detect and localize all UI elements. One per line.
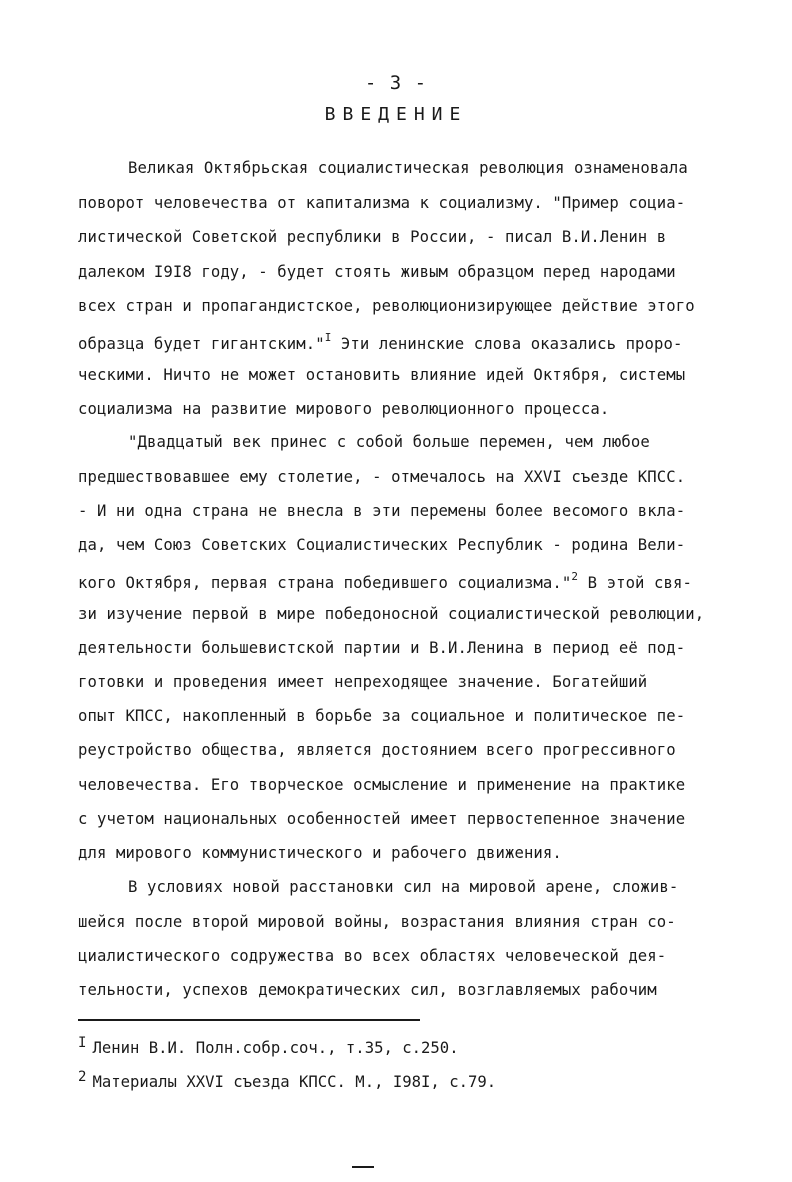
footnote-2 <box>78 1068 496 1096</box>
line-text: Эти ленинские слова оказались проро- <box>331 335 683 354</box>
line-text: кого Октября, первая страна победившего социализма." <box>78 574 572 593</box>
paragraph-line: с учетом национальных особенностей имеет первостепенное значение <box>78 810 686 828</box>
paragraph-line: для мирового коммунистического и рабочего движения. <box>78 844 562 862</box>
paragraph-line: деятельности большевистской партии и В.И.Ленина в период её под- <box>78 639 686 657</box>
footnote-divider <box>78 1019 420 1021</box>
footnote-ref-2: 2 <box>571 570 579 583</box>
paragraph-line: зи изучение первой в мире победоносной социалистической революции, <box>78 605 705 623</box>
paragraph-line: готовки и проведения имеет непреходящее значение. Богатейший <box>78 673 648 691</box>
footnote-1 <box>78 1034 459 1062</box>
paragraph-line: шейся после второй мировой войны, возрастания влияния стран со- <box>78 913 676 931</box>
paragraph-line: предшествовавшее ему столетие, - отмечалось на XXVI съезде КПСС. <box>78 468 686 486</box>
paragraph-line: далеком I9I8 году, - будет стоять живым образцом перед народами <box>78 263 676 281</box>
paragraph-line: Великая Октябрьская социалистическая революция ознаменовала <box>128 159 688 177</box>
paragraph-line <box>78 565 692 593</box>
line-text: В этой свя- <box>578 574 692 593</box>
paragraph-line: "Двадцатый век принес с собой больше перемен, чем любое <box>128 433 650 451</box>
footnote-text: Ленин В.И. Полн.собр.соч., т.35, с.250. <box>92 1039 459 1057</box>
paragraph-line: В условиях новой расстановки сил на мировой арене, сложив- <box>128 878 679 896</box>
paragraph-line: социализма на развитие мирового революционного процесса. <box>78 400 610 418</box>
paragraph-line: циалистического содружества во всех областях человеческой дея- <box>78 947 667 965</box>
paragraph-line: листической Советской республики в России, - писал В.И.Ленин в <box>78 228 667 246</box>
paragraph-line: опыт КПСС, накопленный в борьбе за социальное и политическое пе- <box>78 707 686 725</box>
paragraph-line: тельности, успехов демократических сил, возглавляемых рабочим <box>78 981 657 999</box>
page-heading: ВВЕДЕНИЕ <box>324 104 468 125</box>
line-text: образца будет гигантским." <box>78 335 325 354</box>
footnote-mark: 2 <box>78 1069 87 1085</box>
paragraph-line: реустройство общества, является достоянием всего прогрессивного <box>78 741 676 759</box>
paragraph-line: - И ни одна страна не внесла в эти перемены более весомого вкла- <box>78 502 686 520</box>
bottom-dash <box>352 1166 374 1168</box>
paragraph-line: всех стран и пропагандистское, революционизирующее действие этого <box>78 297 695 315</box>
paragraph-line: да, чем Союз Советских Социалистических Республик - родина Вели- <box>78 536 686 554</box>
paragraph-line: ческими. Ничто не может остановить влияние идей Октября, системы <box>78 366 686 384</box>
footnote-text: Материалы XXVI съезда КПСС. М., I98I, с.79. <box>92 1073 497 1091</box>
paragraph-line: человечества. Его творческое осмысление и применение на практике <box>78 776 686 794</box>
page-number: - 3 - <box>364 72 428 94</box>
paragraph-line: поворот человечества от капитализма к социализму. "Пример социа- <box>78 194 686 212</box>
footnote-ref-1: I <box>324 331 332 344</box>
paragraph-line <box>78 326 683 354</box>
footnote-mark: I <box>78 1035 87 1051</box>
